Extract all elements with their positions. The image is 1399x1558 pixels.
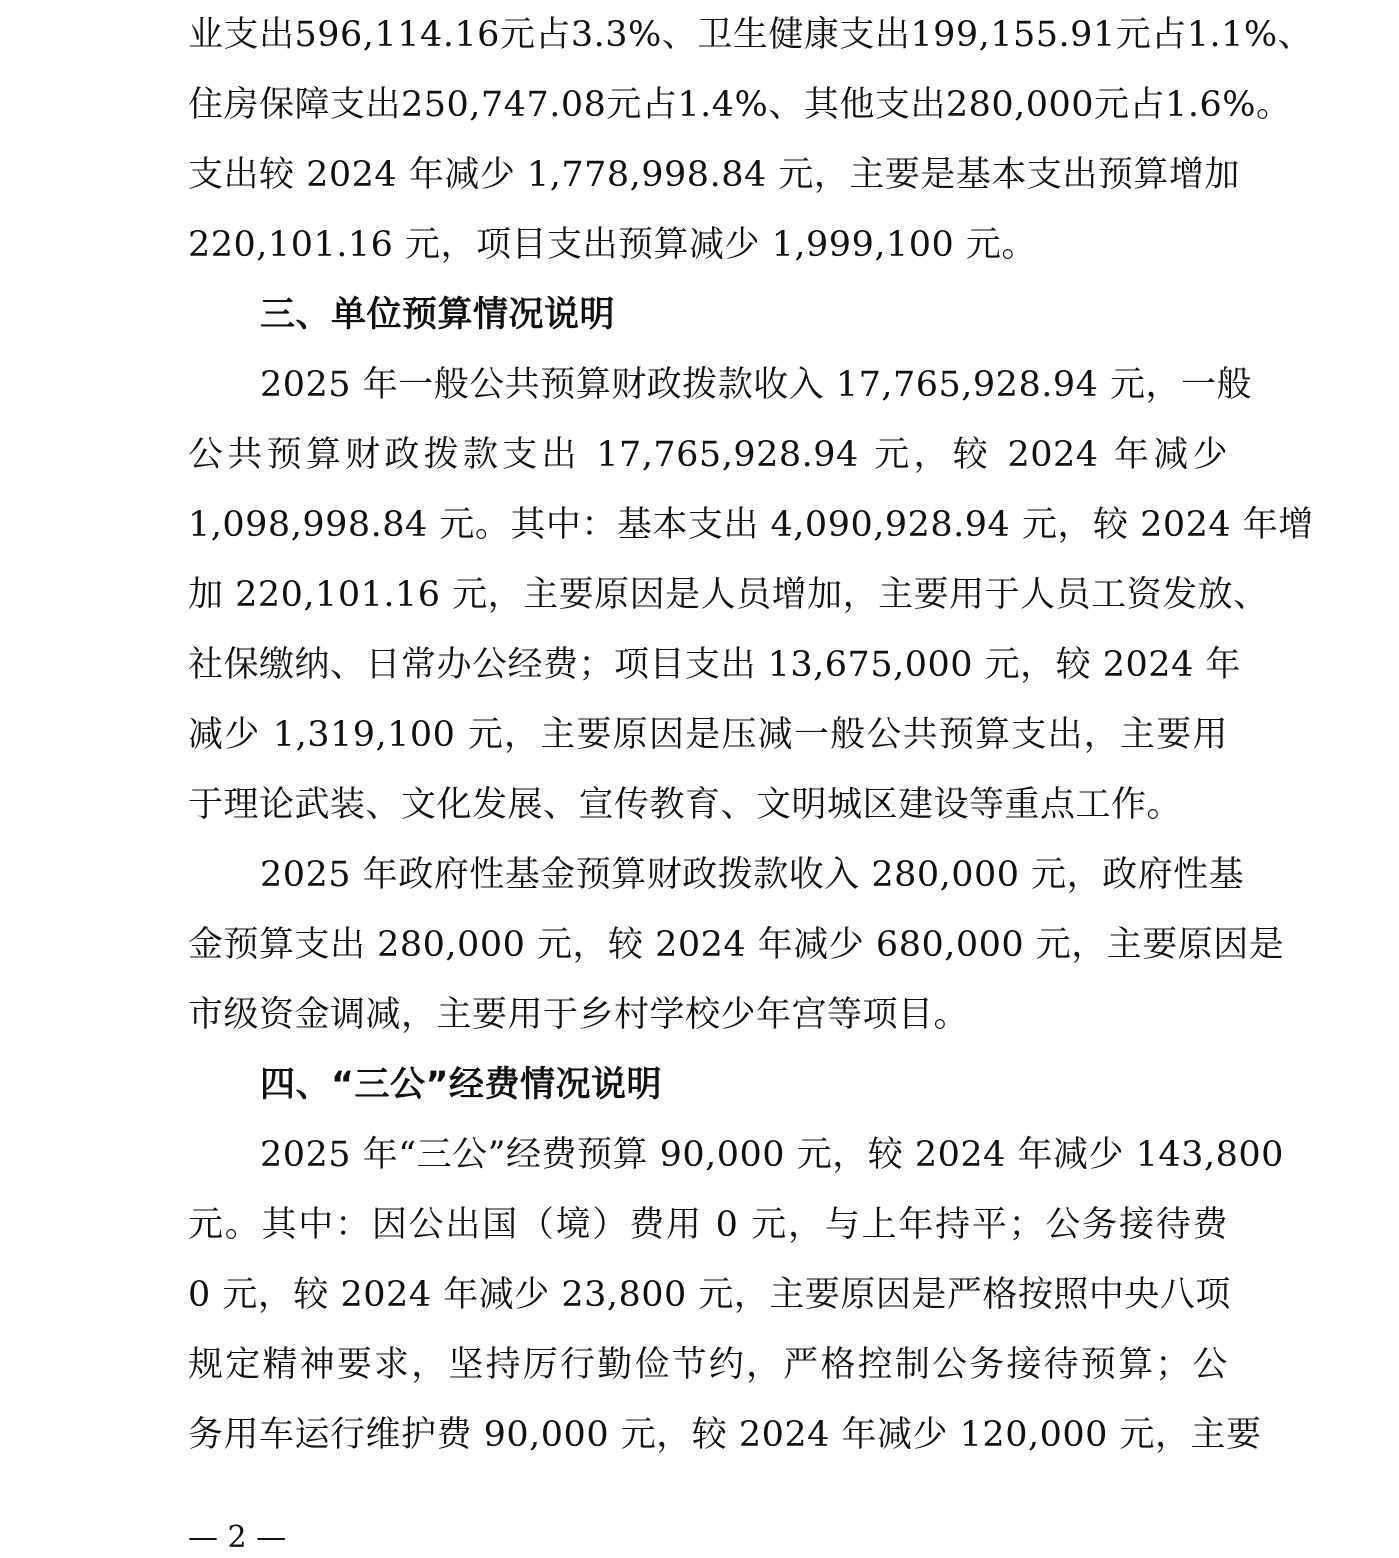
body-line: 减少 1,319,100 元，主要原因是压减一般公共预算支出，主要用 [188, 715, 1228, 755]
page-number: — 2 — [188, 1520, 287, 1555]
body-line: 220,101.16 元，项目支出预算减少 1,999,100 元。 [188, 225, 1037, 265]
section-heading-3: 三、单位预算情况说明 [260, 295, 616, 335]
body-line: 市级资金调减，主要用于乡村学校少年宫等项目。 [188, 995, 970, 1035]
body-line: 住房保障支出250,747.08元占1.4%、其他支出280,000元占1.6%。 [188, 85, 1292, 125]
body-line: 2025 年一般公共预算财政拨款收入 17,765,928.94 元，一般 [260, 365, 1253, 405]
body-line: 2025 年“三公”经费预算 90,000 元，较 2024 年减少 143,800 [260, 1135, 1284, 1175]
body-line: 支出较 2024 年减少 1,778,998.84 元，主要是基本支出预算增加 [188, 155, 1240, 195]
body-line: 2025 年政府性基金预算财政拨款收入 280,000 元，政府性基 [260, 855, 1245, 895]
body-line: 社保缴纳、日常办公经费；项目支出 13,675,000 元，较 2024 年 [188, 645, 1241, 685]
body-line: 业支出596,114.16元占3.3%、卫生健康支出199,155.91元占1.1%、 [188, 15, 1314, 55]
body-line: 规定精神要求，坚持厉行勤俭节约，严格控制公务接待预算；公 [188, 1345, 1228, 1385]
body-line: 金预算支出 280,000 元，较 2024 年减少 680,000 元，主要原因是 [188, 925, 1285, 965]
body-line: 加 220,101.16 元，主要原因是人员增加，主要用于人员工资发放、 [188, 575, 1269, 615]
body-line: 公共预算财政拨款支出 17,765,928.94 元，较 2024 年减少 [188, 435, 1228, 475]
body-line: 元。其中：因公出国（境）费用 0 元，与上年持平；公务接待费 [188, 1205, 1228, 1245]
body-line: 0 元，较 2024 年减少 23,800 元，主要原因是严格按照中央八项 [188, 1275, 1231, 1315]
section-heading-4: 四、“三公”经费情况说明 [260, 1065, 663, 1105]
body-line: 于理论武装、文化发展、宣传教育、文明城区建设等重点工作。 [188, 785, 1183, 825]
body-line: 务用车运行维护费 90,000 元，较 2024 年减少 120,000 元，主要 [188, 1415, 1262, 1455]
body-line: 1,098,998.84 元。其中：基本支出 4,090,928.94 元，较 2024 年增 [188, 505, 1314, 545]
document-body [188, 0, 1314, 1470]
